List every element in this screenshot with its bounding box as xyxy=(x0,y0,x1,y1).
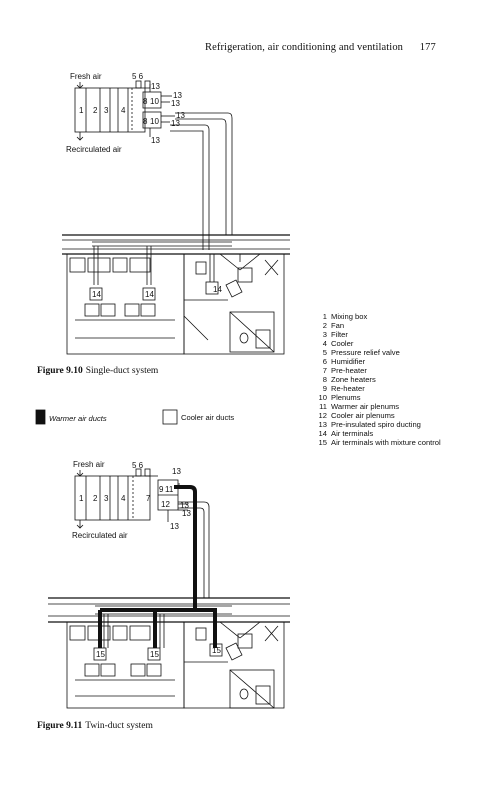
key-item xyxy=(313,339,483,348)
figure-9-11-diagram xyxy=(36,410,290,708)
key-item xyxy=(313,411,483,420)
key-text: Air terminals xyxy=(331,429,374,438)
air-terminal-number: 15 xyxy=(150,650,159,659)
air-terminal-number: 14 xyxy=(213,285,222,294)
numbered-key xyxy=(313,312,483,447)
key-text: Plenums xyxy=(331,393,361,402)
cooler-ducts-label: Cooler air ducts xyxy=(181,413,235,422)
key-item xyxy=(313,357,483,366)
warm-plenum-number: 11 xyxy=(165,485,174,494)
key-item xyxy=(313,348,483,357)
terminal-number: 13 xyxy=(171,119,180,128)
terminal-number: 13 xyxy=(173,91,182,100)
unit-number: 3 xyxy=(104,494,109,503)
fresh-air-label-2: Fresh air xyxy=(73,460,105,469)
key-item xyxy=(313,402,483,411)
unit-number: 2 xyxy=(93,106,98,115)
caption-text: Single-duct system xyxy=(85,366,159,376)
reheater-number: 9 xyxy=(159,485,164,494)
unit-number: 1 xyxy=(79,494,84,503)
unit-number: 4 xyxy=(121,494,126,503)
terminal-number: 13 xyxy=(172,467,181,476)
key-text: Zone heaters xyxy=(331,375,376,384)
plenum-number: 10 xyxy=(150,97,159,106)
key-item xyxy=(313,429,483,438)
air-terminal-number: 14 xyxy=(92,290,101,299)
key-number: 3 xyxy=(322,330,327,339)
recirculated-air-label-1: Recirculated air xyxy=(66,145,122,154)
figure-9-11-caption xyxy=(37,721,153,731)
key-item xyxy=(313,312,483,321)
key-item xyxy=(313,384,483,393)
terminal-number: 13 xyxy=(180,501,189,510)
warmer-ducts-label: Warmer air ducts xyxy=(49,414,107,423)
key-text: Warmer air plenums xyxy=(331,402,400,411)
key-item xyxy=(313,321,483,330)
key-item xyxy=(313,366,483,375)
key-item xyxy=(313,393,483,402)
key-number: 13 xyxy=(318,420,327,429)
figure-9-10-caption xyxy=(37,366,158,376)
key-number: 15 xyxy=(318,438,327,447)
cool-plenum-number: 12 xyxy=(161,500,170,509)
running-head-title: Refrigeration, air conditioning and ventilation xyxy=(205,42,404,53)
key-text: Re-heater xyxy=(331,384,365,393)
terminal-number: 13 xyxy=(151,136,160,145)
air-terminal-number: 15 xyxy=(96,650,105,659)
key-text: Pre-heater xyxy=(331,366,367,375)
valve-numbers: 5 6 xyxy=(132,72,144,81)
terminal-number: 13 xyxy=(151,82,160,91)
key-text: Cooler air plenums xyxy=(331,411,395,420)
key-number: 5 xyxy=(322,348,327,357)
cooler-duct-swatch xyxy=(163,410,177,424)
recirculated-air-label-2: Recirculated air xyxy=(72,531,128,540)
key-text: Pressure relief valve xyxy=(331,348,400,357)
key-item xyxy=(313,438,483,447)
key-number: 6 xyxy=(322,357,327,366)
key-number: 1 xyxy=(322,312,327,321)
key-item xyxy=(313,330,483,339)
air-terminal-number: 15 xyxy=(212,646,221,655)
key-number: 8 xyxy=(322,375,327,384)
key-text: Cooler xyxy=(331,339,354,348)
terminal-number: 13 xyxy=(182,509,191,518)
key-item xyxy=(313,420,483,429)
warmer-duct-swatch xyxy=(36,410,45,424)
valve-numbers: 5 6 xyxy=(132,461,144,470)
key-number: 11 xyxy=(319,402,327,411)
unit-number: 4 xyxy=(121,106,126,115)
key-text: Pre-insulated spiro ducting xyxy=(331,420,421,429)
fresh-air-label-1: Fresh air xyxy=(70,72,102,81)
key-text: Fan xyxy=(331,321,345,330)
page-number: 177 xyxy=(419,42,436,53)
caption-text: Twin-duct system xyxy=(85,721,153,731)
terminal-number: 13 xyxy=(171,99,180,108)
unit-number: 7 xyxy=(146,494,151,503)
terminal-number: 13 xyxy=(176,111,185,120)
key-number: 12 xyxy=(318,411,327,420)
air-terminal-number: 14 xyxy=(145,290,154,299)
key-item xyxy=(313,375,483,384)
terminal-number: 13 xyxy=(170,522,179,531)
unit-number: 1 xyxy=(79,106,84,115)
key-text: Humidifier xyxy=(331,357,366,366)
key-number: 10 xyxy=(318,393,327,402)
key-number: 7 xyxy=(322,366,327,375)
zone-heater-number: 8 xyxy=(143,117,148,126)
key-number: 9 xyxy=(322,384,327,393)
key-text: Air terminals with mixture control xyxy=(331,438,441,447)
plenum-number: 10 xyxy=(150,117,159,126)
key-number: 14 xyxy=(318,429,327,438)
unit-number: 3 xyxy=(104,106,109,115)
key-text: Filter xyxy=(331,330,348,339)
key-text: Mixing box xyxy=(331,312,368,321)
zone-heater-number: 8 xyxy=(143,97,148,106)
key-number: 4 xyxy=(322,339,327,348)
caption-number: Figure 9.11 xyxy=(37,721,83,731)
unit-number: 2 xyxy=(93,494,98,503)
key-number: 2 xyxy=(322,321,327,330)
caption-number: Figure 9.10 xyxy=(37,366,83,376)
